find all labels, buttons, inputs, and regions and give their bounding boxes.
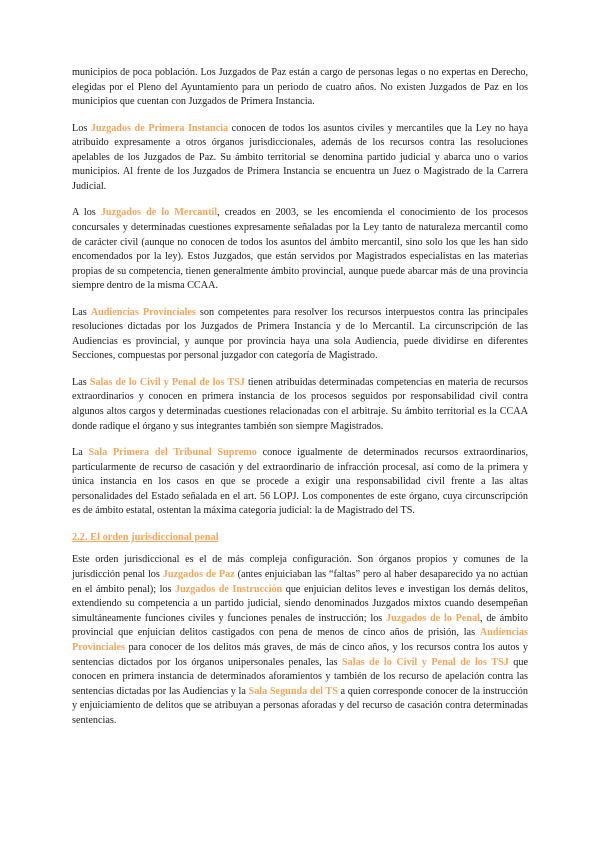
paragraph-text: (antes enjuiciaban las “faltas” pero al haber desaparecido ya no actúan en el ámbito penal); los: [72, 569, 528, 595]
highlighted-term: Juzgados de lo Mercantil: [100, 207, 218, 219]
paragraph-text: conoce igualmente de determinados recursos extraordinarios, particularmente de recurso de casación y del extraordinario de infracción procesal, así como de la primera y única instancia en los casos en que se procede a exigir una responsabilidad civil frente a las altas personalidades del Estado señalada en el art. 56 LOPJ. Los componentes de este órgano, cuya circunscripción es de ámbito estatal, ostentan la máxima categoría judicial: la de Magistrado del TS.: [72, 447, 529, 517]
highlighted-term: Audiencias Provinciales: [90, 306, 196, 318]
section-heading-orden-penal: 2.2. El orden jurisdiccional penal: [72, 531, 219, 543]
paragraph-audiencias-provinciales: [72, 306, 528, 364]
paragraph-text: que conocen en primera instancia de determinados aforamientos y también de los recurso de apelación contra las sentencias dictadas por las Audiencias y la: [72, 656, 528, 697]
paragraph-text: Las: [72, 376, 90, 388]
paragraph-primera-instancia: [72, 122, 528, 195]
highlighted-term: Juzgados de Instrucción: [175, 583, 283, 595]
highlighted-term: Salas de lo Civil y Penal de los TSJ: [341, 656, 509, 668]
highlighted-term: Salas de lo Civil y Penal de los TSJ: [89, 376, 245, 388]
paragraph-juzgados-de-paz: [72, 66, 528, 110]
document-page: [72, 66, 528, 740]
paragraph-text: A los: [72, 207, 101, 219]
paragraph-text: , creados en 2003, se les encomienda el conocimiento de los procesos concursales y determinadas cuestiones expresamente señaladas por la Ley tanto de naturaleza mercantil como de carácter civil (aunque no conocen de todos los asuntos del ámbito mercantil, sino solo los que les han sido encomendados por la ley). Estos Juzgados, que están servidos por Magistrados especialistas en las materias propias de su competencia, tienen generalmente ámbito provincial, aunque puede abarcar más de una provincia siempre dentro de la misma CCAA.: [72, 207, 528, 292]
highlighted-term: Sala Primera del Tribunal Supremo: [88, 447, 257, 459]
paragraph-text: , de ámbito provincial que enjuician delitos castigados con pena de menos de cinco años de prisión, las: [72, 612, 529, 639]
paragraph-text: Este orden jurisdiccional es el de más compleja configuración. Son órganos propios y comunes de la jurisdicción penal los: [72, 554, 528, 580]
paragraph-salas-tsj: [72, 376, 528, 434]
paragraph-text: conocen de todos los asuntos civiles y mercantiles que la Ley no haya atribuido expresamente a otros órganos jurisdiccionales, además de los recursos contra las resoluciones apelables de los Juzgados de Paz. Su ámbito territorial se denomina partido judicial y abarca uno o varios municipios. Al frente de los Juzgados de Primera Instancia se encuentra un Juez o Magistrado de la Carrera Judicial.: [72, 122, 528, 192]
paragraph-text: son competentes para resolver los recursos interpuestos contra las principales resoluciones dictadas por los Juzgados de Primera Instancia y de lo Mercantil. La circunscripción de las Audiencias es provincial, y aunque por provincia haya una sola Audiencia, puede dividirse en diferentes Secciones, compuestas por personal juzgador con categoría de Magistrado.: [72, 306, 528, 362]
highlighted-term: Juzgados de Primera Instancia: [90, 122, 229, 134]
paragraph-text: Los: [72, 122, 91, 134]
highlighted-term: Juzgados de lo Penal: [386, 612, 480, 624]
highlighted-term: Sala Segunda del TS: [248, 685, 338, 697]
paragraph-text: La: [72, 447, 89, 459]
paragraph-text: a quien corresponde conocer de la instrucción y enjuiciamiento de delitos que se atribuyan a personas aforadas y del recurso de casación contra determinadas sentencias.: [72, 685, 528, 726]
paragraph-mercantil: [72, 206, 528, 294]
highlighted-term: Audiencias Provinciales: [72, 627, 528, 653]
paragraph-orden-penal: [72, 553, 528, 728]
highlighted-term: Juzgados de Paz: [162, 569, 235, 580]
paragraph-text: Las: [72, 306, 91, 318]
paragraph-text: tienen atribuidas determinadas competencias en materia de recursos extraordinarios y conocen en primera instancia de los procesos seguidos por responsabilidad civil contra algunos altos cargos y determinadas cuestiones relacionadas con el arbitraje. Su ámbito territorial es la CCAA donde radique el órgano y sus integrantes también son siempre Magistrados.: [72, 376, 528, 432]
paragraph-text: municipios de poca población. Los Juzgados de Paz están a cargo de personas legas o no expertas en Derecho, elegidas por el Pleno del Ayuntamiento para un periodo de cuatro años. No existen Juzgados de Paz en los municipios que cuentan con Juzgados de Primera Instancia.: [72, 67, 528, 108]
paragraph-text: que enjuician delitos leves e investigan los demás delitos, extendiendo su competencia a un partido judicial, siendo denominados Juzgados mixtos cuando desempeñan simultáneamente funciones civiles y funciones penales de instrucción; los: [72, 583, 528, 624]
paragraph-sala-primera-ts: [72, 446, 528, 519]
paragraph-text: para conocer de los delitos más graves, de más de cinco años, y los recursos contra los autos y sentencias dictados por los órganos unipersonales penales, las: [72, 641, 528, 668]
